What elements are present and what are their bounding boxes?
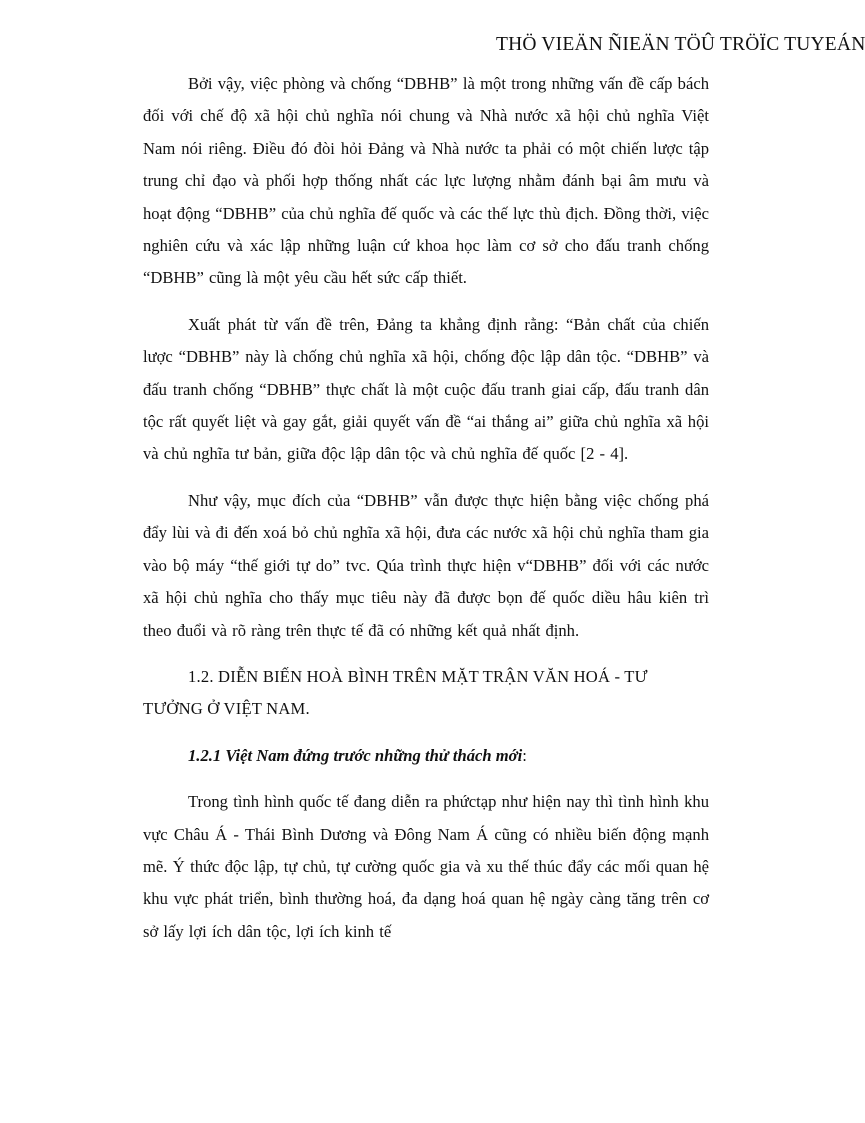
paragraph-spacer [143, 647, 709, 661]
paragraph-3: Như vậy, mục đích của “DBHB” vẫn được thực hiện bằng việc chống phá đẩy lùi và đi đến xoá bỏ chủ nghĩa xã hội, đưa các nước xã hội chủ nghĩa tham gia vào bộ máy “thế giới tự do” tvc. Qúa trình thực hiện v“DBHB” đối với các nước xã hội chủ nghĩa cho thấy mục tiêu này đã được bọn đế quốc diều hâu kiên trì theo đuổi và rõ ràng trên thực tế đã có những kết quả nhất định. [143, 490, 709, 640]
page-header: THÖ VIEÄN ÑIEÄN TÖÛ TRÖÏC TUYEÁN [496, 34, 865, 55]
paragraph-spacer [143, 772, 709, 786]
subsection-colon: : [522, 745, 527, 765]
paragraph-1: Bởi vậy, việc phòng và chống “DBHB” là một trong những vấn đề cấp bách đối với chế độ xã hội chủ nghĩa nói chung và Nhà nước xã hội chủ nghĩa Việt Nam nói riêng. Điều đó đòi hỏi Đảng và Nhà nước ta phải có một chiến lược tập trung chỉ đạo và phối hợp thống nhất các lực lượng nhằm đánh bại âm mưu và hoạt động “DBHB” của chủ nghĩa đế quốc và các thế lực thù địch. Đồng thời, việc nghiên cứu và xác lập những luận cứ khoa học làm cơ sở cho đấu tranh chống “DBHB” cũng là một yêu cầu hết sức cấp thiết. [143, 74, 709, 288]
paragraph-2: Xuất phát từ vấn đề trên, Đảng ta khẳng định rằng: “Bản chất của chiến lược “DBHB” này là chống chủ nghĩa xã hội, chống độc lập dân tộc. “DBHB” và đấu tranh chống “DBHB” thực chất là một cuộc đấu tranh giai cấp, đấu tranh dân tộc rất quyết liệt và gay gắt, giải quyết vấn đề “ai thắng ai” giữa chủ nghĩa xã hội và chủ nghĩa tư bản, giữa độc lập dân tộc và chủ nghĩa đế quốc [2 - 4]. [143, 314, 709, 464]
paragraph-spacer [143, 726, 709, 740]
paragraph-4: Trong tình hình quốc tế đang diễn ra phứctạp như hiện nay thì tình hình khu vực Châu Á - Thái Bình Dương và Đông Nam Á cũng có nhiều biến động mạnh mẽ. Ý thức độc lập, tự chủ, tự cường quốc gia và xu thế thúc đẩy các mối quan hệ khu vực phát triển, bình thường hoá, đa dạng hoá quan hệ ngày càng tăng trên cơ sở lấy lợi ích dân tộc, lợi ích kinh tế [143, 792, 709, 941]
section-heading: 1.2. DIỄN BIẾN HOÀ BÌNH TRÊN MẶT TRẬN VĂN HOÁ - TƯ TƯỞNG Ở VIỆT NAM. [143, 666, 648, 719]
subsection-heading-line [143, 740, 709, 772]
document-body [143, 68, 709, 948]
paragraph-spacer [143, 295, 709, 309]
paragraph-spacer [143, 471, 709, 485]
subsection-heading: 1.2.1 Việt Nam đứng trước những thử thách mới [188, 745, 523, 765]
